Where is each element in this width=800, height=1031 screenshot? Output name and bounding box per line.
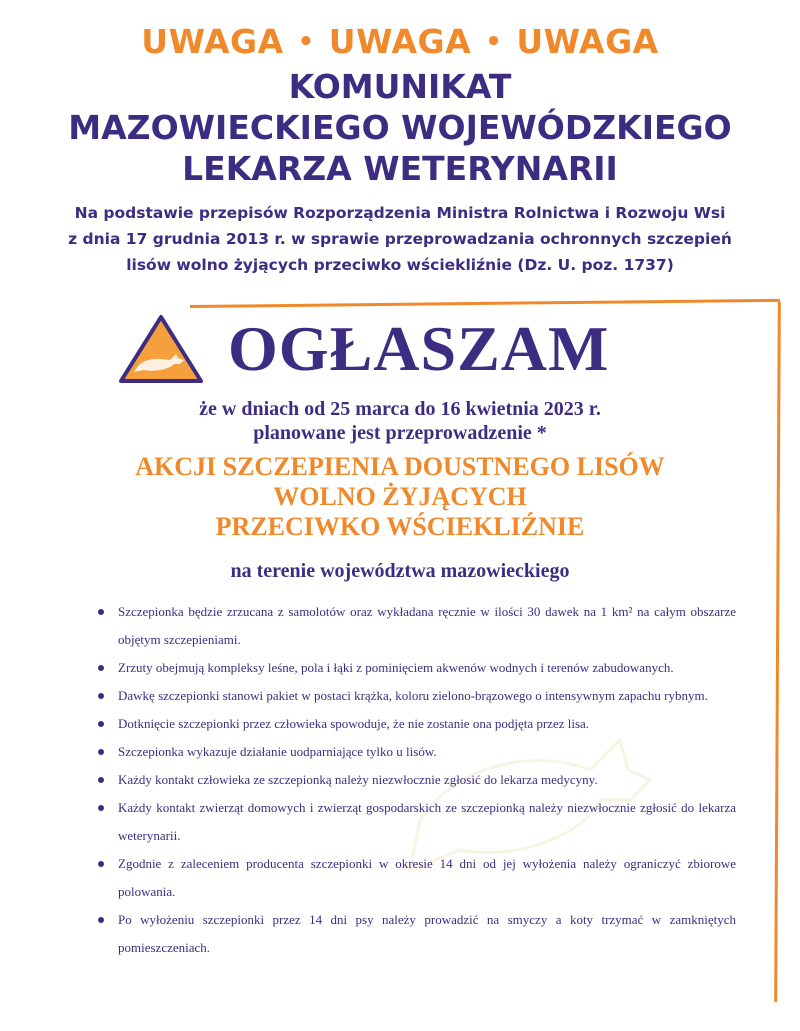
list-item-text: Po wyłożeniu szczepionki przez 14 dni psy należy prowadzić na smyczy a koty trzymać w zamkniętych pomieszczeniach.: [118, 912, 736, 955]
bullet-icon: [98, 693, 104, 699]
list-item: [96, 850, 736, 906]
list-item-text: Dawkę szczepionki stanowi pakiet w postaci krążka, koloru zielono-brązowego o intensywnym zapachu rybnym.: [118, 688, 708, 703]
action-line: PRZECIWKO WŚCIEKLIŹNIE: [215, 512, 585, 541]
uwaga-word: UWAGA: [141, 22, 284, 61]
list-item-text: Zgodnie z zaleceniem producenta szczepionki w okresie 14 dni od jej wyłożenia należy ograniczyć zbiorowe polowania.: [118, 856, 736, 899]
list-item-text: Szczepionka będzie zrzucana z samolotów oraz wykładana ręcznie w ilości 30 dawek na 1 km² na całym obszarze objętym szczepieniami.: [118, 604, 736, 647]
uwaga-separator: •: [485, 27, 503, 57]
uwaga-word: UWAGA: [328, 22, 472, 61]
bullet-icon: [98, 861, 104, 867]
list-item: [96, 738, 736, 766]
dates-line: że w dniach od 25 marca do 16 kwietnia 2023 r.: [199, 398, 601, 420]
region-text: na terenie województwa mazowieckiego: [230, 560, 570, 582]
action-line: WOLNO ŻYJĄCYCH: [273, 482, 527, 511]
info-list: [96, 598, 736, 962]
komunikat-line: KOMUNIKAT: [288, 67, 512, 106]
list-item: [96, 654, 736, 682]
bullet-icon: [98, 665, 104, 671]
komunikat-line: LEKARZA WETERYNARII: [182, 149, 618, 188]
uwaga-header: [0, 22, 800, 61]
list-item-text: Szczepionka wykazuje działanie uodparniające tylko u lisów.: [118, 744, 437, 759]
legal-line: Na podstawie przepisów Rozporządzenia Ministra Rolnictwa i Rozwoju Wsi: [74, 204, 726, 222]
legal-line: lisów wolno żyjących przeciwko wściekliźnie (Dz. U. poz. 1737): [126, 256, 674, 274]
legal-basis: [30, 200, 770, 278]
announcement-title: OGŁASZAM: [228, 313, 610, 384]
list-item: [96, 766, 736, 794]
fox-warning-triangle-icon: [118, 314, 204, 384]
uwaga-separator: •: [297, 27, 315, 57]
action-line: AKCJI SZCZEPIENIA DOUSTNEGO LISÓW: [135, 452, 665, 481]
bullet-icon: [98, 777, 104, 783]
bullet-icon: [98, 721, 104, 727]
action-heading: [0, 452, 800, 542]
bullet-icon: [98, 609, 104, 615]
list-item-text: Każdy kontakt człowieka ze szczepionką należy niezwłocznie zgłosić do lekarza medycyny.: [118, 772, 598, 787]
list-item-text: Każdy kontakt zwierząt domowych i zwierząt gospodarskich ze szczepionką należy niezwłocznie zgłosić do lekarza weterynarii.: [118, 800, 736, 843]
list-item: [96, 906, 736, 962]
list-item: [96, 598, 736, 654]
uwaga-word: UWAGA: [516, 22, 659, 61]
dates-line: planowane jest przeprowadzenie *: [253, 422, 547, 444]
bullet-icon: [98, 749, 104, 755]
komunikat-heading: [0, 66, 800, 189]
list-item-text: Zrzuty obejmują kompleksy leśne, pola i łąki z pominięciem akwenów wodnych i terenów zabudowanych.: [118, 660, 674, 675]
list-item: [96, 794, 736, 850]
list-item-text: Dotknięcie szczepionki przez człowieka spowoduje, że nie zostanie ona podjęta przez lisa.: [118, 716, 590, 731]
komunikat-line: MAZOWIECKIEGO WOJEWÓDZKIEGO: [68, 108, 732, 147]
dates-text: [0, 397, 800, 445]
frame-top-line: [190, 299, 780, 308]
list-item: [96, 710, 736, 738]
bullet-icon: [98, 805, 104, 811]
legal-line: z dnia 17 grudnia 2013 r. w sprawie przeprowadzania ochronnych szczepień: [68, 230, 732, 248]
list-item: [96, 682, 736, 710]
bullet-icon: [98, 917, 104, 923]
